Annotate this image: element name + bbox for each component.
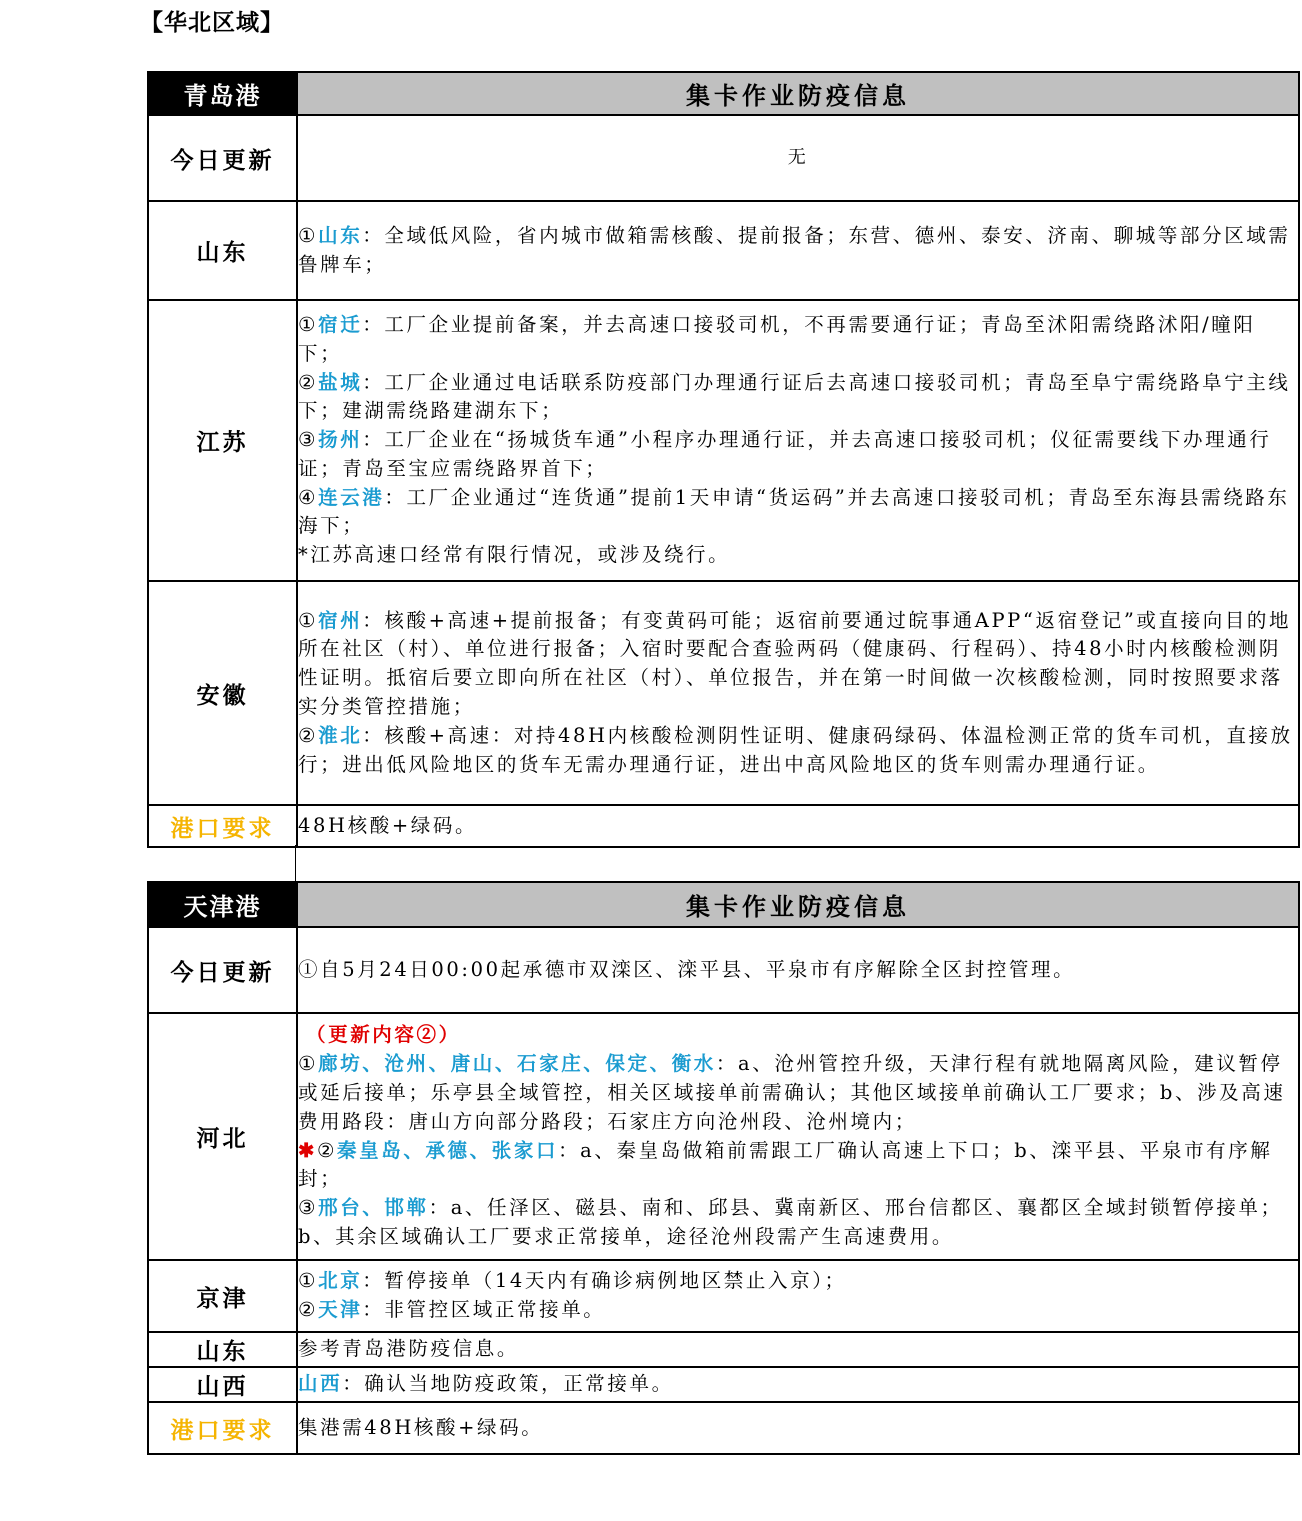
star-icon: ✱: [298, 1138, 317, 1162]
tianjin-shanxi-label: 山西: [148, 1367, 297, 1402]
tianjin-today-text: ①自5月24日00:00起承德市双滦区、滦平县、平泉市有序解除全区封控管理。: [297, 927, 1299, 1013]
tianjin-table: [147, 881, 1300, 1455]
tianjin-hebei-label: 河北: [148, 1013, 297, 1260]
tianjin-hebei-content: [297, 1013, 1299, 1260]
list-item: ①宿州：核酸+高速+提前报备；有变黄码可能；返宿前要通过皖事通APP“返宿登记”或直接向目的地所在社区（村）、单位进行报备；入宿时要配合查验两码（健康码、行程码）、持48小时内核酸检测阴性证明。抵宿后要立即向所在社区（村）、单位报告，并在第一时间做一次核酸检测，同时按照要求落实分类管控措施；: [298, 608, 1292, 718]
tianjin-jingjin-content: [297, 1260, 1299, 1332]
tianjin-jingjin-label: 京津: [148, 1260, 297, 1332]
list-item: ①山东：全域低风险，省内城市做箱需核酸、提前报备；东营、德州、泰安、济南、聊城等部分区域需鲁牌车；: [298, 223, 1291, 276]
tianjin-shandong-label: 山东: [148, 1332, 297, 1367]
list-item: ③邢台、邯郸：a、任泽区、磁县、南和、邱县、冀南新区、邢台信都区、襄都区全域封锁暂停接单；b、其余区域确认工厂要求正常接单，途径沧州段需产生高速费用。: [298, 1196, 1283, 1248]
separator-line: [295, 845, 296, 881]
tianjin-port-label: 天津港: [148, 882, 297, 927]
qingdao-shandong-label: 山东: [148, 201, 297, 300]
list-item: ②淮北：核酸+高速：对持48H内核酸检测阴性证明、健康码绿码、体温检测正常的货车司机，直接放行；进出低风险地区的货车无需办理通行证，进出中高风险地区的货车则需办理通行证。: [298, 723, 1293, 776]
list-item: ①宿迁：工厂企业提前备案，并去高速口接驳司机，不再需要通行证；青岛至沭阳需绕路沭阳/瞳阳下；: [298, 312, 1256, 365]
qingdao-port-label: 青岛港: [148, 72, 297, 115]
qingdao-shandong-content: [297, 201, 1299, 300]
tianjin-shandong-text: 参考青岛港防疫信息。: [297, 1332, 1299, 1367]
tianjin-today-label: 今日更新: [148, 927, 297, 1013]
qingdao-jiangsu-content: [297, 300, 1299, 581]
qingdao-anhui-content: [297, 581, 1299, 805]
list-item: ③扬州：工厂企业在“扬城货车通”小程序办理通行证，并去高速口接驳司机；仪征需要线下办理通行证；青岛至宝应需绕路界首下；: [298, 428, 1272, 480]
jiangsu-note: *江苏高速口经常有限行情况，或涉及绕行。: [298, 543, 731, 567]
qingdao-today-text: 无: [297, 115, 1299, 201]
region-title: 【华北区域】: [140, 9, 284, 36]
tianjin-port-req-label: 港口要求: [148, 1402, 297, 1454]
list-item: ①廊坊、沧州、唐山、石家庄、保定、衡水：a、沧州管控升级，天津行程有就地隔离风险，建议暂停或延后接单；乐亭县全域管控，相关区域接单前需确认；其他区域接单前确认工厂要求；b、涉及高速费用路段：唐山方向部分路段；石家庄方向沧州段、沧州境内；: [298, 1052, 1286, 1133]
list-item: ②天津：非管控区域正常接单。: [298, 1298, 606, 1321]
qingdao-jiangsu-label: 江苏: [148, 300, 297, 581]
qingdao-port-req-text: 48H核酸+绿码。: [297, 805, 1299, 847]
tianjin-shanxi-content: 山西：确认当地防疫政策，正常接单。: [297, 1367, 1299, 1402]
list-item: ①北京：暂停接单（14天内有确诊病例地区禁止入京）；: [298, 1269, 847, 1293]
list-item: ④连云港：工厂企业通过“连货通”提前1天申请“货运码”并去高速口接驳司机；青岛至东海县需绕路东海下；: [298, 485, 1290, 538]
tianjin-port-req-text: 集港需48H核酸+绿码。: [297, 1402, 1299, 1454]
qingdao-anhui-label: 安徽: [148, 581, 297, 805]
qingdao-today-label: 今日更新: [148, 115, 297, 201]
list-item: ✱②秦皇岛、承德、张家口：a、秦皇岛做箱前需跟工厂确认高速上下口；b、滦平县、平泉市有序解封；: [298, 1138, 1273, 1191]
qingdao-table: [147, 71, 1300, 848]
qingdao-header: 集卡作业防疫信息: [297, 72, 1299, 115]
tianjin-header: 集卡作业防疫信息: [297, 882, 1299, 927]
update-note: （更新内容②）: [306, 1023, 461, 1047]
list-item: ②盐城：工厂企业通过电话联系防疫部门办理通行证后去高速口接驳司机；青岛至阜宁需绕路阜宁主线下；建湖需绕路建湖东下；: [298, 370, 1291, 423]
qingdao-port-req-label: 港口要求: [148, 805, 297, 847]
